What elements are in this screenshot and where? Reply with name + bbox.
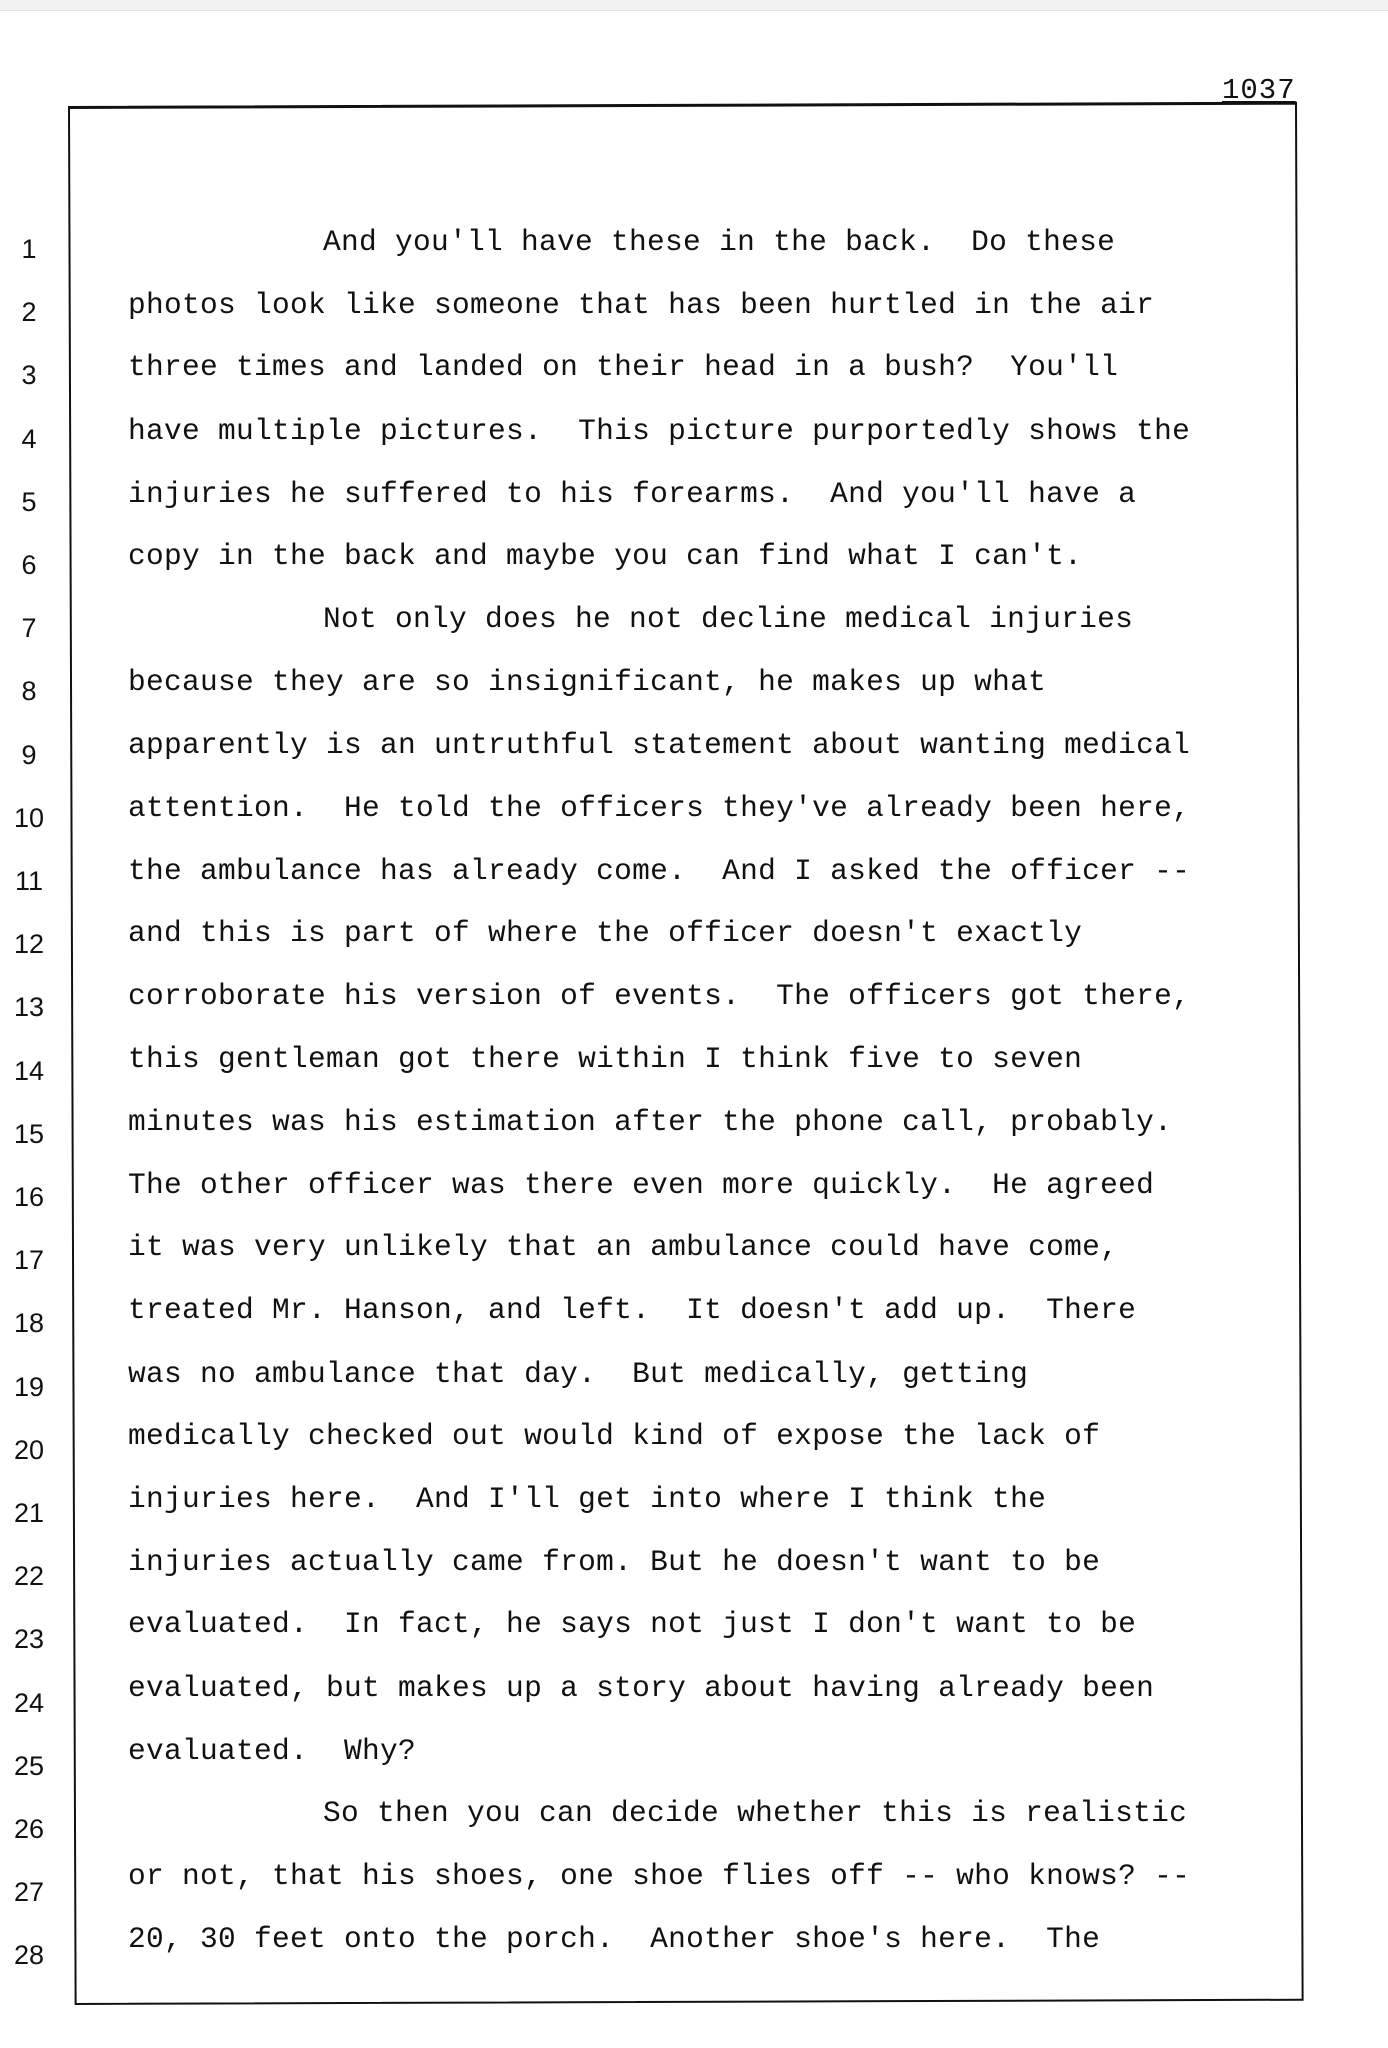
transcript-line: evaluated, but makes up a story about having already been: [128, 1671, 1155, 1705]
line-number: 5: [21, 487, 37, 517]
transcript-line: have multiple pictures. This picture purportedly shows the: [128, 414, 1191, 448]
line-number: 8: [21, 676, 37, 706]
transcript-line: injuries actually came from. But he doesn't want to be: [128, 1545, 1101, 1579]
line-number: 26: [13, 1814, 45, 1844]
transcript-line: medically checked out would kind of expose the lack of: [128, 1419, 1101, 1453]
transcript-line: So then you can decide whether this is realistic: [323, 1796, 1188, 1830]
transcript-line: The other officer was there even more quickly. He agreed: [128, 1168, 1155, 1202]
transcript-line: evaluated. Why?: [128, 1734, 417, 1768]
line-number: 24: [13, 1688, 45, 1718]
line-number: 2: [21, 297, 37, 327]
transcript-line: treated Mr. Hanson, and left. It doesn't add up. There: [128, 1293, 1137, 1327]
transcript-line: the ambulance has already come. And I asked the officer --: [128, 854, 1191, 888]
line-number: 27: [13, 1877, 45, 1907]
transcript-line: was no ambulance that day. But medically, getting: [128, 1357, 1029, 1391]
line-number: 9: [21, 740, 37, 770]
transcript-line: or not, that his shoes, one shoe flies off -- who knows? --: [128, 1859, 1191, 1893]
line-number: 12: [13, 929, 45, 959]
line-number: 22: [13, 1561, 45, 1591]
transcript-line: corroborate his version of events. The officers got there,: [128, 979, 1191, 1013]
line-number: 11: [14, 866, 44, 896]
transcript-line: and this is part of where the officer doesn't exactly: [128, 916, 1083, 950]
line-number: 13: [13, 992, 45, 1022]
line-number: 10: [13, 803, 45, 833]
transcript-line: Not only does he not decline medical injuries: [323, 602, 1134, 636]
transcript-line: And you'll have these in the back. Do these: [323, 225, 1116, 259]
line-number: 1: [21, 234, 37, 264]
page-number: 1037: [1222, 74, 1296, 107]
transcript-line: three times and landed on their head in a bush? You'll: [128, 350, 1119, 384]
line-number: 23: [13, 1624, 45, 1654]
transcript-line: minutes was his estimation after the phone call, probably.: [128, 1105, 1173, 1139]
transcript-line: it was very unlikely that an ambulance could have come,: [128, 1230, 1119, 1264]
line-number: 7: [21, 613, 37, 643]
transcript-line: attention. He told the officers they've already been here,: [128, 791, 1191, 825]
line-number: 17: [13, 1245, 45, 1275]
transcript-line: evaluated. In fact, he says not just I don't want to be: [128, 1607, 1137, 1641]
transcript-line: this gentleman got there within I think five to seven: [128, 1042, 1083, 1076]
line-number: 16: [13, 1182, 45, 1212]
line-number: 15: [13, 1119, 45, 1149]
line-number: 20: [13, 1435, 45, 1465]
line-number: 18: [13, 1308, 45, 1338]
line-number: 21: [13, 1498, 45, 1528]
line-number: 14: [13, 1056, 45, 1086]
line-number: 4: [21, 424, 37, 454]
transcript-line: apparently is an untruthful statement about wanting medical: [128, 728, 1191, 762]
line-number: 19: [13, 1372, 45, 1402]
transcript-line: 20, 30 feet onto the porch. Another shoe's here. The: [128, 1922, 1101, 1956]
transcript-line: injuries he suffered to his forearms. And you'll have a: [128, 477, 1137, 511]
transcript-line: because they are so insignificant, he makes up what: [128, 665, 1047, 699]
line-number: 28: [13, 1940, 45, 1970]
line-number: 6: [21, 550, 37, 580]
transcript-line: injuries here. And I'll get into where I think the: [128, 1482, 1047, 1516]
line-number: 25: [13, 1751, 45, 1781]
line-number: 3: [21, 360, 37, 390]
viewer-top-strip: [0, 0, 1388, 11]
transcript-line: photos look like someone that has been hurtled in the air: [128, 288, 1155, 322]
transcript-line: copy in the back and maybe you can find what I can't.: [128, 539, 1083, 573]
